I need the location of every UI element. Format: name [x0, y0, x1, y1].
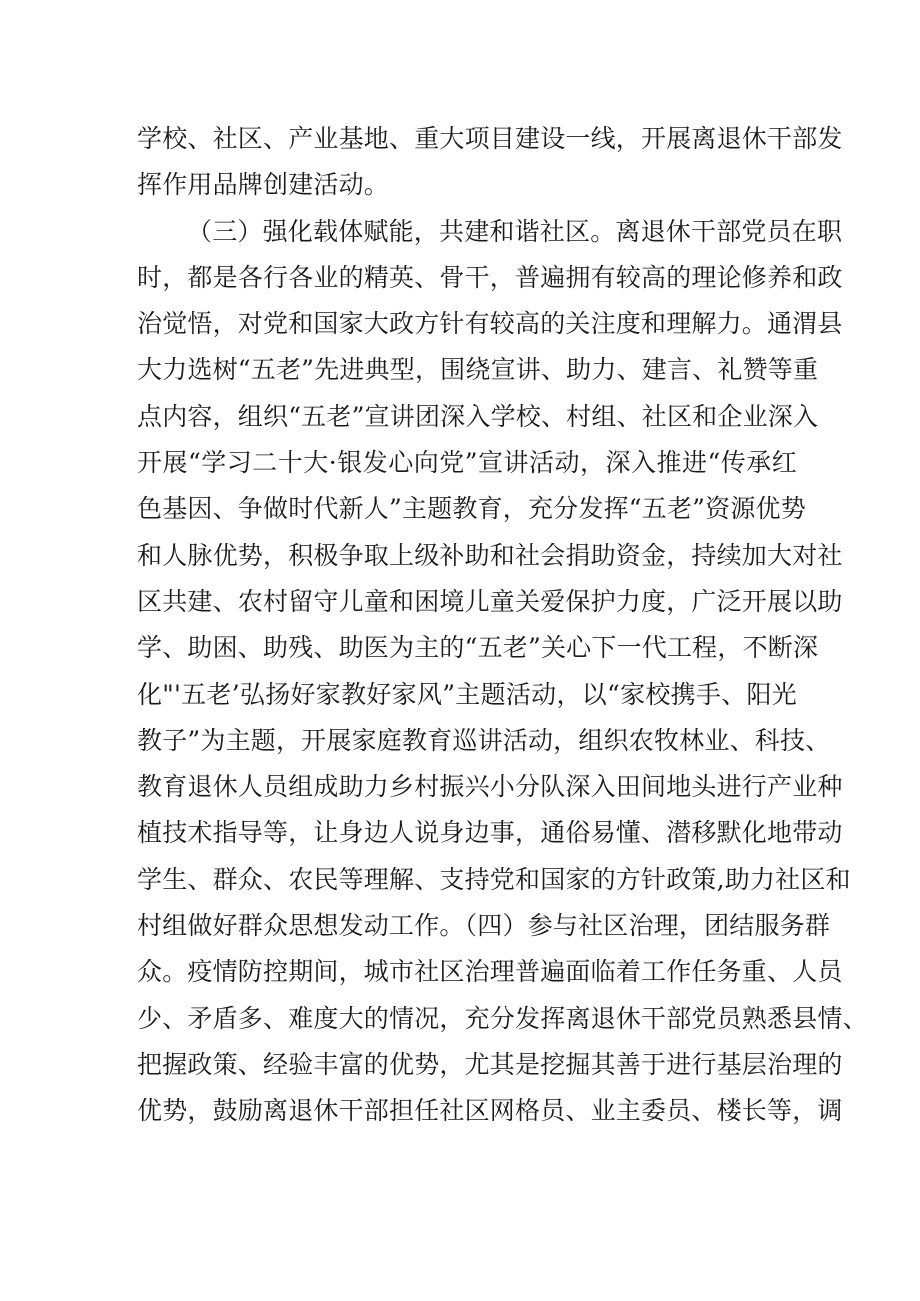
text-line: 优势，鼓励离退休干部担任社区网格员、业主委员、楼长等，调 [137, 1096, 843, 1126]
text-line: 区共建、农村留守儿童和困境儿童关爱保护力度，广泛开展以助 [137, 586, 843, 616]
text-line: 开展“学习二十大·银发心向党”宣讲活动，深入推进“传承红 [137, 448, 797, 478]
text-line: 学、助困、助残、助医为主的“五老”关心下一代工程，不断深 [137, 633, 819, 663]
text-line: 大力选树“五老”先进典型，围绕宣讲、助力、建言、礼赞等重 [137, 355, 819, 385]
text-line: 治觉悟，对党和国家大政方针有较高的关注度和理解力。通渭县 [137, 309, 843, 339]
text-line: 村组做好群众思想发动工作。（四）参与社区治理，团结服务群 [137, 911, 831, 941]
text-line: 把握政策、经验丰富的优势，尤其是挖掘其善于进行基层治理的 [137, 1049, 843, 1079]
body-text [137, 116, 868, 1135]
text-line: 学校、社区、产业基地、重大项目建设一线，开展离退休干部发 [137, 124, 843, 153]
text-line: 挥作用品牌创建活动。 [137, 170, 390, 200]
text-line: 众。疫情防控期间，城市社区治理普遍面临着工作任务重、人员 [137, 957, 843, 987]
text-line: 点内容，组织“五老”宣讲团深入学校、村组、社区和企业深入 [137, 401, 819, 431]
text-line: 时，都是各行各业的精英、骨干，普遍拥有较高的理论修养和政 [137, 262, 843, 292]
text-line: 学生、群众、农民等理解、支持党和国家的方针政策,助力社区和 [137, 864, 851, 894]
text-line: 少、矛盾多、难度大的情况，充分发挥离退休干部党员熟悉县情、 [137, 1003, 868, 1033]
text-line: 植技术指导等，让身边人说身边事，通俗易懂、潜移默化地带动 [137, 818, 843, 848]
text-line: 和人脉优势，积极争取上级补助和社会捐助资金，持续加大对社 [137, 540, 843, 570]
section-heading-line: （三）强化载体赋能，共建和谐社区。离退休干部党员在职 [187, 216, 843, 246]
text-line: 化"'五老’弘扬好家教好家风”主题活动，以“家校携手、阳光 [137, 679, 797, 709]
text-line: 教子”为主题，开展家庭教育巡讲活动，组织农牧林业、科技、 [137, 725, 831, 755]
text-line: 色基因、争做时代新人”主题教育，充分发挥“五老”资源优势 [137, 494, 806, 524]
text-line: 教育退休人员组成助力乡村振兴小分队深入田间地头进行产业种 [137, 772, 843, 802]
